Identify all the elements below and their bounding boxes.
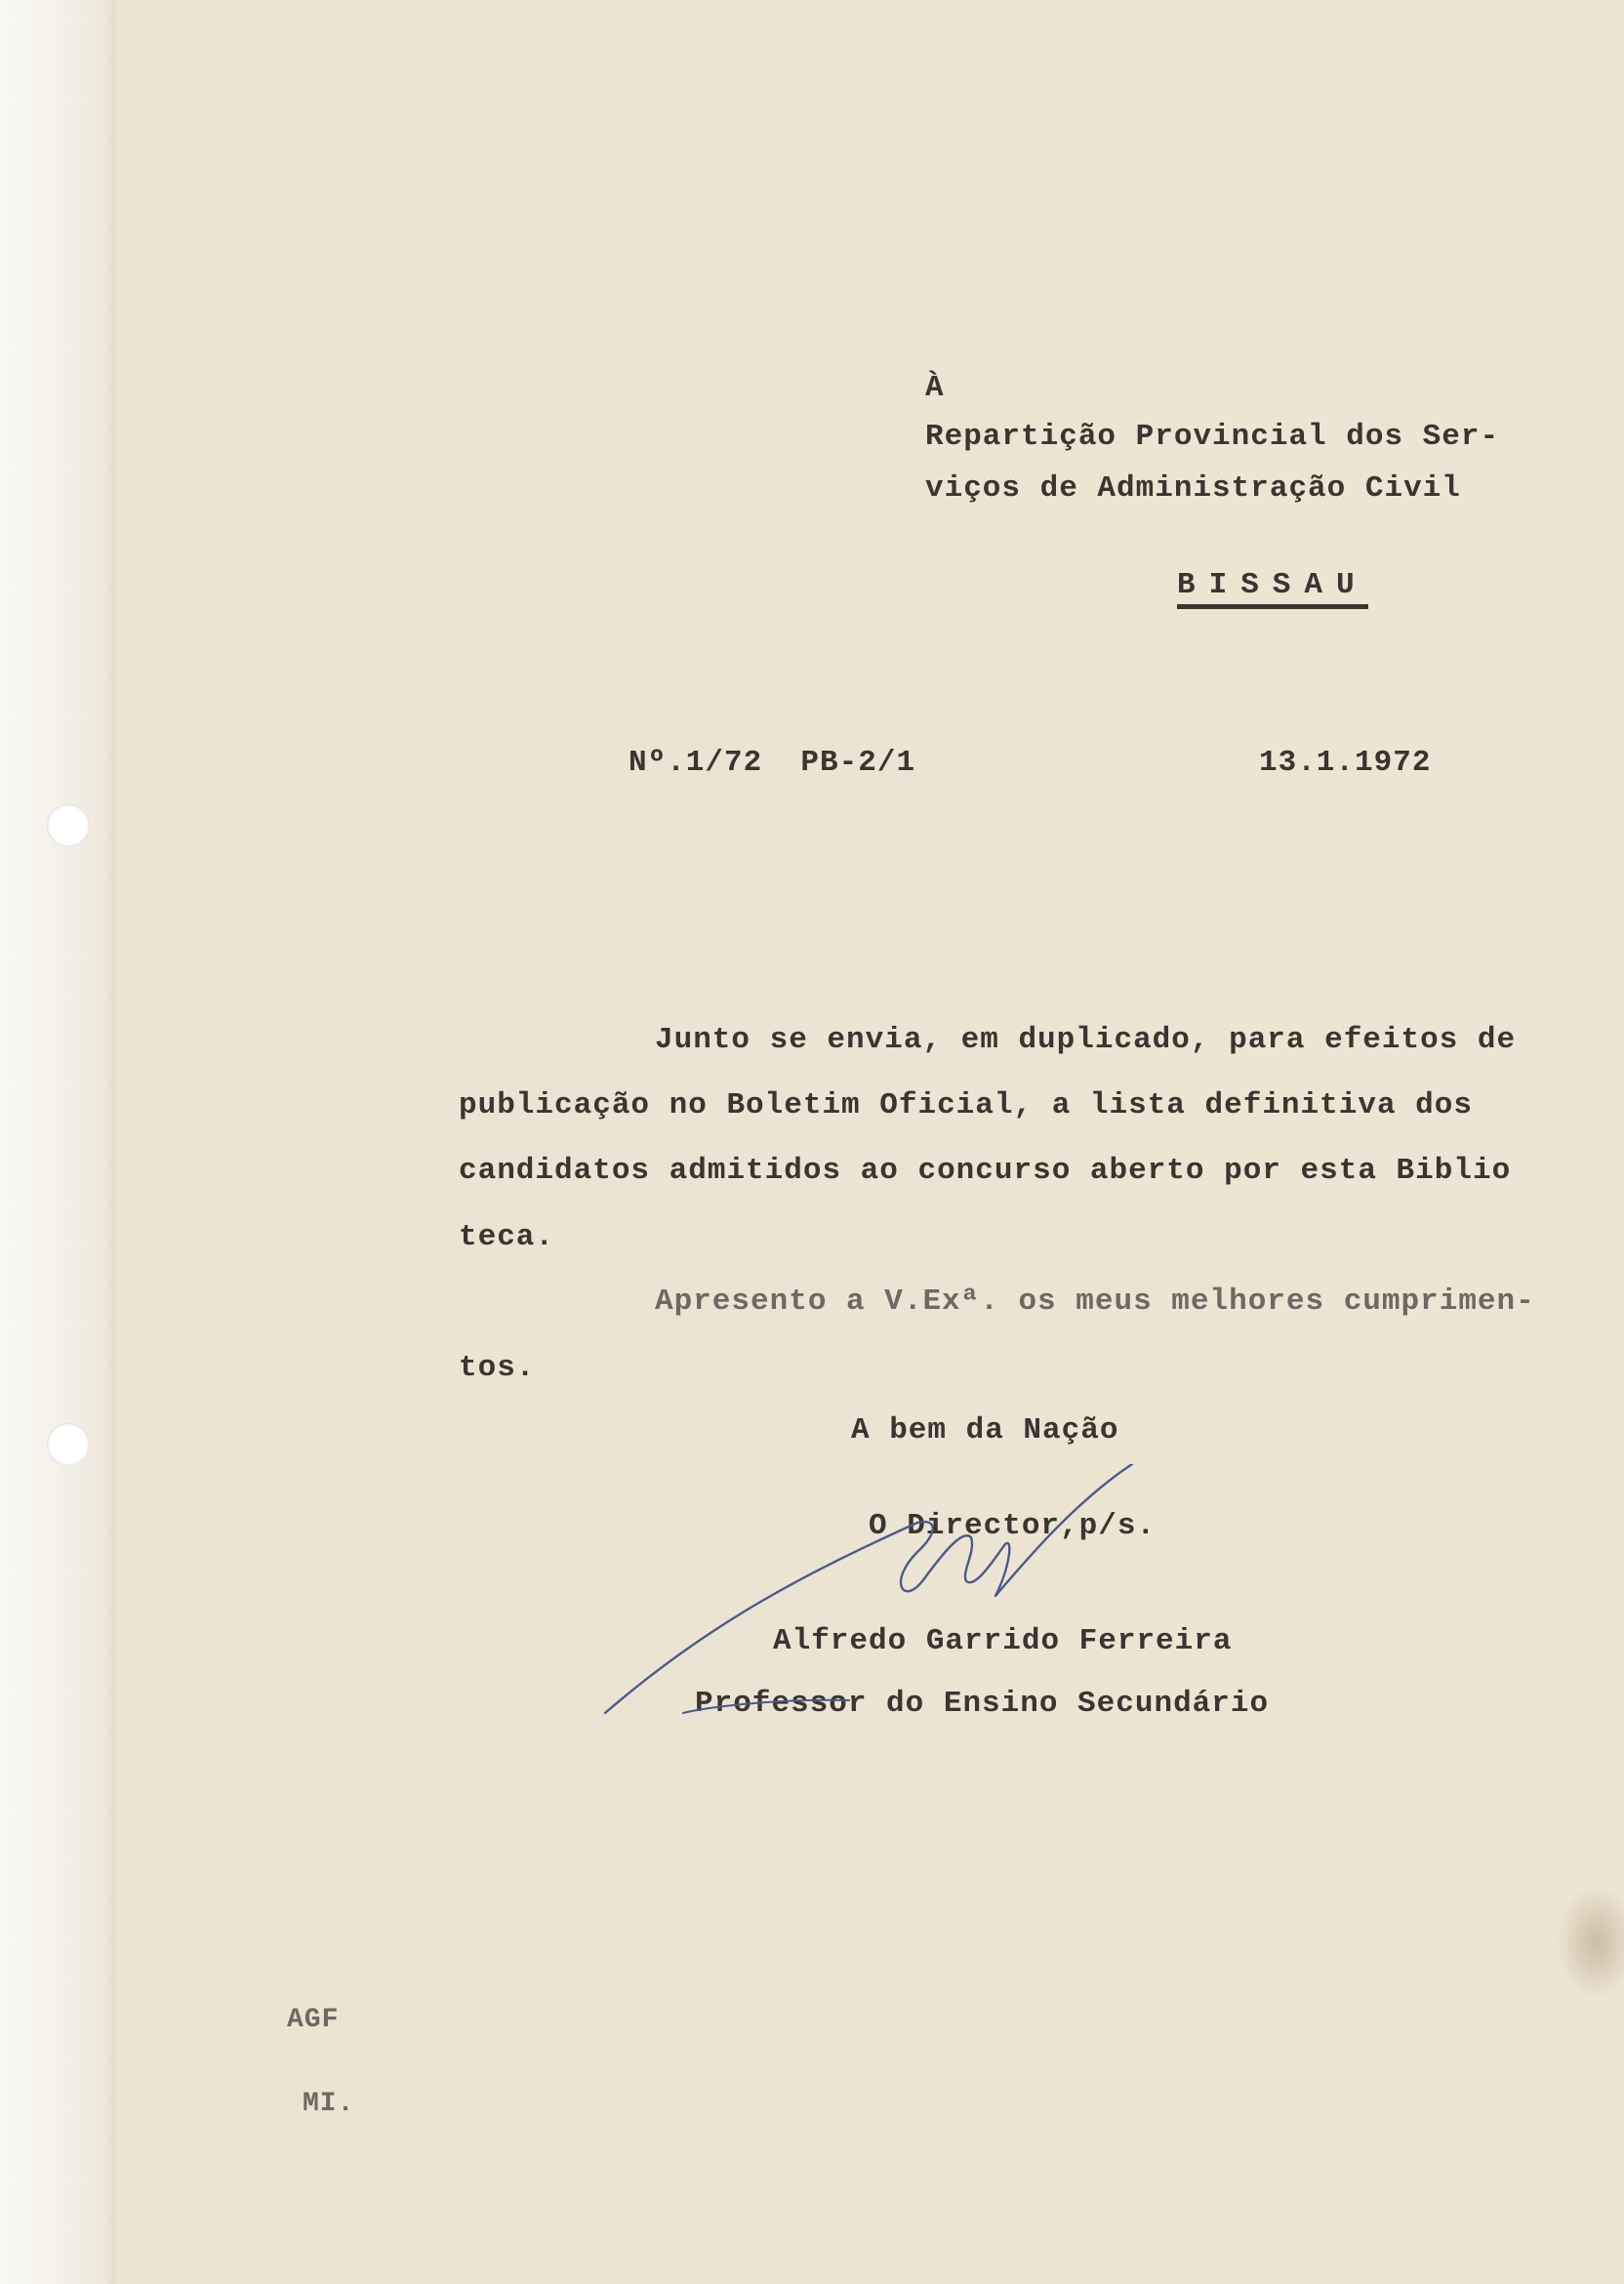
closing-title: Professor do Ensino Secundário [695, 1687, 1270, 1721]
closing-name: Alfredo Garrido Ferreira [773, 1624, 1233, 1658]
handwritten-signature [595, 1464, 1279, 1737]
body-p1-line-2: publicação no Boletim Oficial, a lista definitiva dos [459, 1088, 1473, 1122]
body-p1-line-4: teca. [459, 1220, 555, 1254]
closing-salutation: A bem da Nação [851, 1413, 1119, 1448]
addressee-prefix: À [925, 371, 945, 405]
body-p1-line-3: candidatos admitidos ao concurso aberto por esta Biblio [459, 1154, 1512, 1188]
paper-stain [1556, 1884, 1624, 2001]
addressee-line-2: viços de Administração Civil [925, 471, 1461, 506]
paper-edge-strip [0, 0, 115, 2284]
body-p2-line-1: Apresento a V.Exª. os meus melhores cumprimen- [655, 1285, 1535, 1319]
punch-hole-bottom [47, 1423, 90, 1466]
body-p2-line-2: tos. [459, 1351, 536, 1385]
addressee-city: BISSAU [1177, 570, 1368, 609]
reference-number: Nº.1/72 PB-2/1 [629, 746, 916, 780]
closing-role: O Director,p/s. [869, 1509, 1157, 1543]
body-p1-line-1: Junto se envia, em duplicado, para efeitos de [655, 1023, 1517, 1057]
addressee-line-1: Repartição Provincial dos Ser- [925, 420, 1500, 454]
reference-date: 13.1.1972 [1259, 746, 1432, 780]
punch-hole-top [47, 804, 90, 847]
footer-initials-1: AGF [287, 2005, 340, 2035]
footer-initials-2: MI. [303, 2089, 355, 2119]
